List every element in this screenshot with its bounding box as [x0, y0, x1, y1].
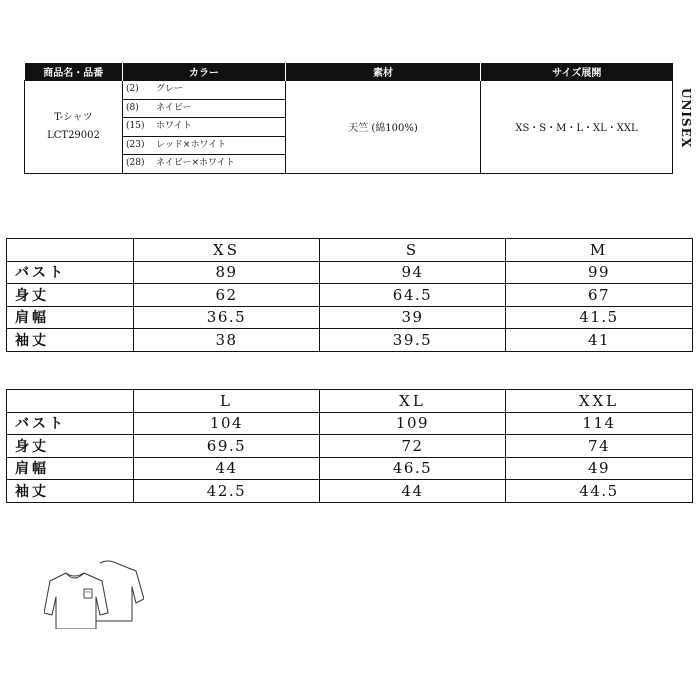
color-code: (2)	[126, 84, 139, 94]
measure-value: 42.5	[134, 480, 320, 503]
color-item	[123, 100, 285, 119]
size-table-l-xxl	[6, 389, 693, 503]
color-item	[123, 155, 285, 173]
size-range-cell: XS・S・M・L・XL・XXL	[481, 81, 673, 174]
size-header-row	[7, 239, 693, 262]
tshirt-sketch-icon	[44, 557, 144, 629]
measure-label: 身丈	[7, 284, 134, 307]
measure-value: 114	[506, 412, 693, 435]
corner-cell	[7, 390, 134, 413]
measure-value: 89	[134, 261, 320, 284]
measure-value: 62	[134, 284, 320, 307]
product-name-cell	[25, 81, 123, 174]
material-cell: 天竺 (綿100%)	[286, 81, 481, 174]
measure-row-bust	[7, 261, 693, 284]
measure-label: 肩幅	[7, 306, 134, 329]
product-info-table	[24, 63, 673, 174]
product-name: T-シャツ	[54, 111, 93, 123]
measure-value: 104	[134, 412, 320, 435]
color-code: (8)	[126, 102, 139, 113]
corner-cell	[7, 239, 134, 262]
measure-value: 46.5	[320, 457, 506, 480]
size-header: M	[506, 239, 693, 262]
measure-row-bust	[7, 412, 693, 435]
size-header: XXL	[506, 390, 693, 413]
measure-value: 72	[320, 435, 506, 458]
measure-value: 67	[506, 284, 693, 307]
color-item	[123, 137, 285, 156]
product-info-header-row	[25, 63, 673, 81]
measure-label: バスト	[7, 261, 134, 284]
measure-value: 44	[134, 457, 320, 480]
measure-value: 69.5	[134, 435, 320, 458]
product-code: LCT29002	[47, 129, 100, 141]
size-header-row	[7, 390, 693, 413]
measure-value: 64.5	[320, 284, 506, 307]
unisex-label	[673, 62, 699, 174]
measure-row-shoulder	[7, 457, 693, 480]
color-name: ネイビー×ホワイト	[156, 158, 235, 169]
header-size-range: サイズ展開	[481, 63, 673, 81]
measure-value: 74	[506, 435, 693, 458]
measure-label: 身丈	[7, 435, 134, 458]
header-material: 素材	[286, 63, 481, 81]
measure-value: 44	[320, 480, 506, 503]
measure-label: 袖丈	[7, 480, 134, 503]
size-header: L	[134, 390, 320, 413]
size-header: S	[320, 239, 506, 262]
measure-value: 39	[320, 306, 506, 329]
color-name: レッド×ホワイト	[156, 139, 227, 150]
measure-value: 44.5	[506, 480, 693, 503]
unisex-text: UNISEX	[679, 87, 693, 149]
measure-label: 袖丈	[7, 329, 134, 352]
size-header: XS	[134, 239, 320, 262]
size-header: XL	[320, 390, 506, 413]
measure-value: 109	[320, 412, 506, 435]
color-code: (15)	[126, 121, 145, 132]
color-item	[123, 81, 285, 100]
measure-value: 39.5	[320, 329, 506, 352]
measure-value: 49	[506, 457, 693, 480]
measure-label: バスト	[7, 412, 134, 435]
product-info-row	[25, 81, 673, 174]
measure-value: 41.5	[506, 306, 693, 329]
measure-value: 38	[134, 329, 320, 352]
measure-row-sleeve	[7, 480, 693, 503]
measure-value: 94	[320, 261, 506, 284]
header-color: カラー	[123, 63, 286, 81]
color-list-cell	[123, 81, 286, 174]
measure-row-length	[7, 435, 693, 458]
size-table-xs-m	[6, 238, 693, 352]
measure-value: 99	[506, 261, 693, 284]
measure-row-sleeve	[7, 329, 693, 352]
color-name: ネイビー	[156, 102, 192, 113]
color-name: グレー	[156, 84, 184, 94]
color-name: ホワイト	[156, 121, 192, 132]
measure-label: 肩幅	[7, 457, 134, 480]
header-product-name: 商品名・品番	[25, 63, 123, 81]
measure-value: 36.5	[134, 306, 320, 329]
color-code: (28)	[126, 158, 145, 169]
measure-value: 41	[506, 329, 693, 352]
measure-row-length	[7, 284, 693, 307]
color-code: (23)	[126, 139, 145, 150]
measure-row-shoulder	[7, 306, 693, 329]
color-item	[123, 118, 285, 137]
